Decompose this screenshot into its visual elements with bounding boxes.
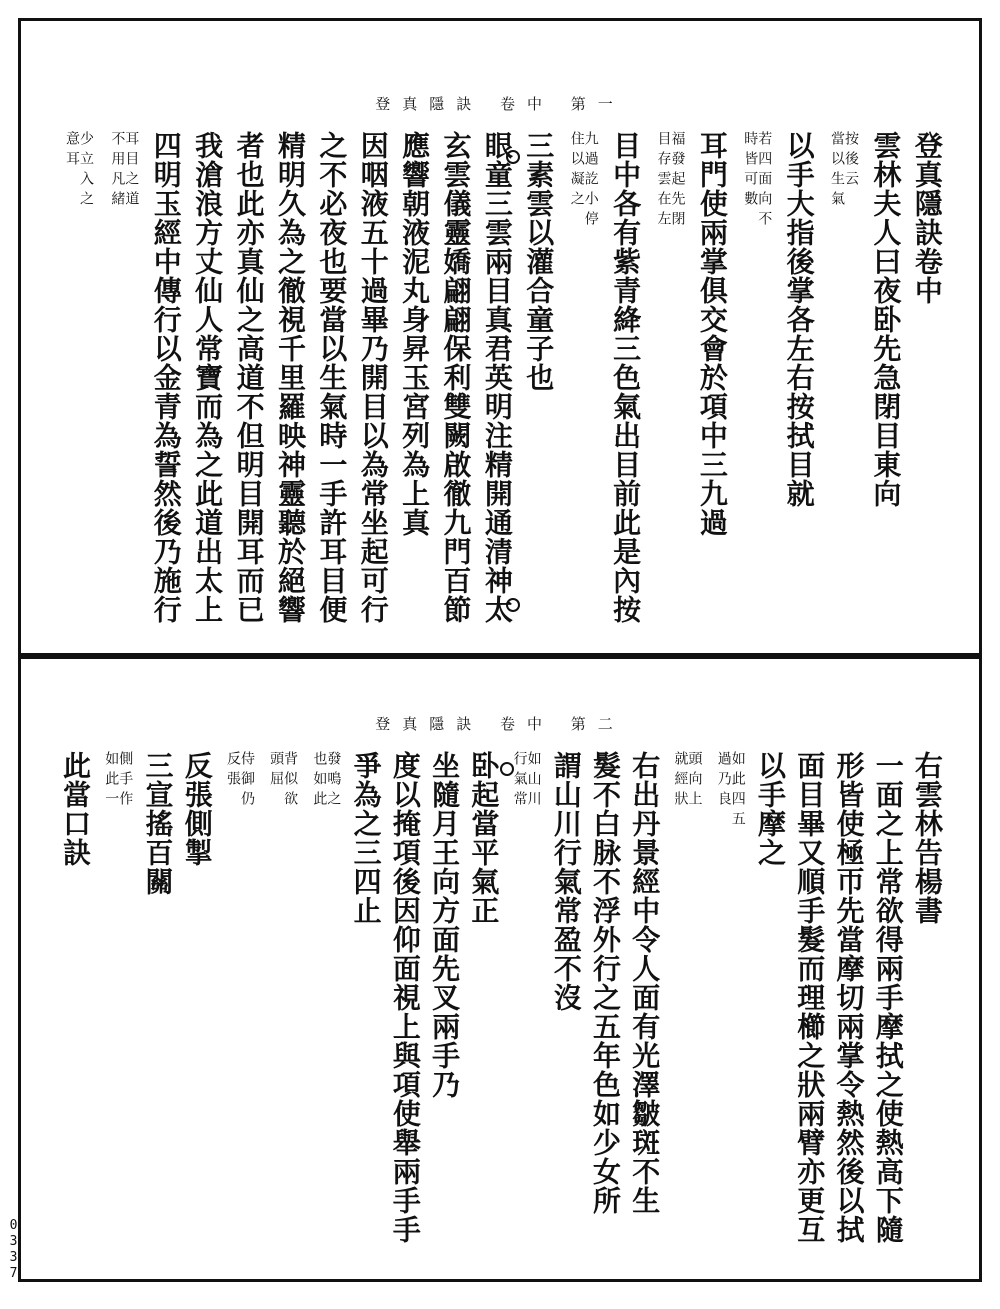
page-header: 登真隱訣 卷中 第二	[375, 715, 625, 733]
annotation-line: 如此一	[103, 751, 120, 811]
annotation-column	[670, 751, 702, 1255]
annotation-line: 目存雲在左	[655, 131, 672, 231]
text-column: 三素雲以灌合童子也	[522, 131, 556, 392]
text-column: 度以掩項後因仰面視上與項使舉兩手手	[388, 751, 422, 1244]
text-column: 面目畢又順手髮而理櫛之狀兩臂亦更互	[793, 751, 827, 1244]
annotation-line: 住以凝之	[568, 131, 585, 211]
text-column: 三宣搖百關	[141, 751, 175, 896]
annotation-column	[100, 751, 132, 1255]
top-page	[18, 18, 982, 656]
text-column: 以手大指後掌各左右按拭目就	[782, 131, 816, 508]
annotation-column	[509, 751, 541, 1255]
annotation-column	[61, 131, 93, 633]
text-column: 右出丹景經中令人面有光澤皺斑不生	[628, 751, 662, 1215]
annotation-line: 九過訖小停	[582, 131, 599, 231]
annotation-line: 侍御仍	[238, 751, 255, 811]
annotation-line: 發鳴之	[325, 751, 342, 811]
text-column: 我滄浪方丈仙人常寶而為之此道出太上	[191, 131, 225, 624]
annotation-line: 福發起先閉	[669, 131, 686, 231]
annotation-line: 頭屈	[268, 751, 285, 791]
text-column: 右雲林告楊書	[910, 751, 944, 925]
annotation-line: 如此四五	[729, 751, 746, 831]
annotation-line: 過乃良	[715, 751, 732, 811]
text-column: 精明久為之徹視千里羅映神靈聽於絕響	[273, 131, 307, 624]
page-header: 登真隱訣 卷中 第一	[375, 95, 625, 113]
text-column: 雲林夫人曰夜卧先急閉目東向	[869, 131, 903, 508]
annotation-column	[106, 131, 138, 633]
annotation-line: 頭向上	[686, 751, 703, 811]
page-number: 0337	[6, 1218, 21, 1282]
annotation-line: 也如此	[311, 751, 328, 811]
text-columns	[59, 751, 944, 1255]
text-column: 之不必夜也要當以生氣時一手許耳目便	[315, 131, 349, 624]
punctuation-circle	[506, 150, 520, 164]
annotation-column	[739, 131, 771, 633]
text-column: 以手摩之	[753, 751, 787, 867]
annotation-line: 不用凡緒	[109, 131, 126, 211]
annotation-column	[713, 751, 745, 1255]
annotation-line: 意耳	[64, 131, 80, 171]
text-column: 目中各有紫青絳三色氣出目前此是內按	[609, 131, 643, 624]
annotation-line: 若四面向不	[756, 131, 773, 231]
annotation-line: 少立入之	[78, 131, 94, 211]
annotation-line: 如山川	[525, 751, 542, 811]
text-column: 卧起當平氣正	[467, 751, 501, 925]
annotation-line: 就經狀	[672, 751, 689, 811]
annotation-line: 反張	[224, 751, 241, 791]
annotation-line: 當以生氣	[829, 131, 846, 211]
text-column: 形皆使極帀先當摩切兩掌令熱然後以拭	[832, 751, 866, 1244]
annotation-line: 行氣常	[511, 751, 528, 811]
text-column: 爭為之三四止	[349, 751, 383, 925]
text-column: 反張側掣	[180, 751, 214, 867]
annotation-column	[826, 131, 858, 633]
text-column: 玄雲儀靈嬌翩翩保利雙闕啟徹九門百節	[439, 131, 473, 624]
text-column: 眼童三雲兩目真君英明注精開通清神太	[480, 131, 514, 624]
annotation-column	[652, 131, 684, 633]
text-column: 耳門使兩掌俱交會於項中三九過	[695, 131, 729, 537]
text-column: 髮不白脉不浮外行之五年色如少女所	[589, 751, 623, 1215]
punctuation-circle	[506, 598, 520, 612]
annotation-column	[222, 751, 254, 1255]
bottom-page	[18, 656, 982, 1282]
annotation-line: 按後云	[843, 131, 860, 191]
text-column: 應響朝液泥丸身昇玉宮列為上真	[398, 131, 432, 537]
annotation-column	[566, 131, 598, 633]
annotation-line: 背似欲	[282, 751, 299, 811]
annotation-column	[265, 751, 297, 1255]
annotation-line: 耳目之道	[123, 131, 140, 211]
punctuation-circle	[500, 762, 514, 776]
text-column: 四明玉經中傳行以金青為誓然後乃施行	[149, 131, 183, 624]
annotation-line: 時皆可數	[742, 131, 759, 211]
text-column: 因咽液五十過畢乃開目以為常坐起可行	[356, 131, 390, 624]
text-columns	[61, 131, 944, 633]
text-column: 謂山川行氣常盈不沒	[549, 751, 583, 1012]
annotation-column	[308, 751, 340, 1255]
text-column: 登真隱訣卷中	[910, 131, 944, 305]
text-column: 一面之上常欲得兩手摩拭之使熱高下隨	[871, 751, 905, 1244]
text-column: 此當口訣	[59, 751, 92, 867]
text-column: 坐隨月王向方面先叉兩手乃	[428, 751, 462, 1099]
text-column: 者也此亦真仙之高道不但明目開耳而已	[232, 131, 266, 624]
annotation-line: 側手作	[117, 751, 134, 811]
